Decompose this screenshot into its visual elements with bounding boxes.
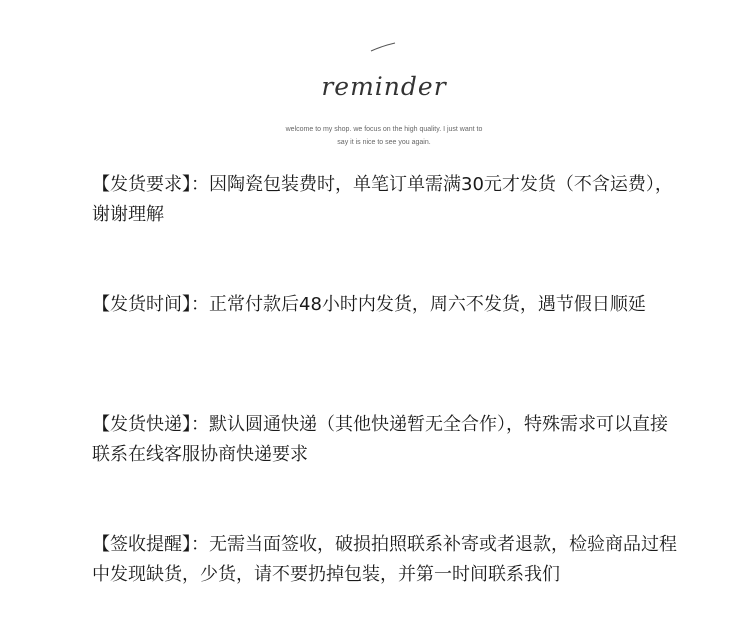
notice-text: ：正常付款后48小时内发货，周六不发货，遇节假日顺延 [191,294,646,315]
notice-label: 【签收提醒】 [92,534,191,555]
notice-shipping-courier [92,410,677,470]
notice-text: ：默认圆通快递（其他快递暂无全合作），特殊需求可以直接联系在线客服协商快递要求 [92,414,668,465]
notice-shipping-time [92,290,677,320]
notice-label: 【发货快递】 [92,414,191,435]
flourish-decoration [370,42,396,52]
reminder-header [0,0,750,160]
welcome-subtitle-line2: say it is nice to see you again. [337,139,431,146]
notice-label: 【发货时间】 [92,294,191,315]
notice-text: ：无需当面签收，破损拍照联系补寄或者退款，检验商品过程中发现缺货，少货，请不要扔掉包装，并第一时间联系我们 [92,534,677,585]
notice-label: 【发货要求】 [92,174,191,195]
notice-text: ：因陶瓷包装费时，单笔订单需满30元才发货（不含运费），谢谢理解 [92,174,673,225]
welcome-subtitle-line1: welcome to my shop. we focus on the high quality. I just want to [285,126,483,133]
notice-delivery-receipt [92,530,677,590]
reminder-title: reminder [321,72,447,101]
notice-shipping-requirement [92,170,677,230]
